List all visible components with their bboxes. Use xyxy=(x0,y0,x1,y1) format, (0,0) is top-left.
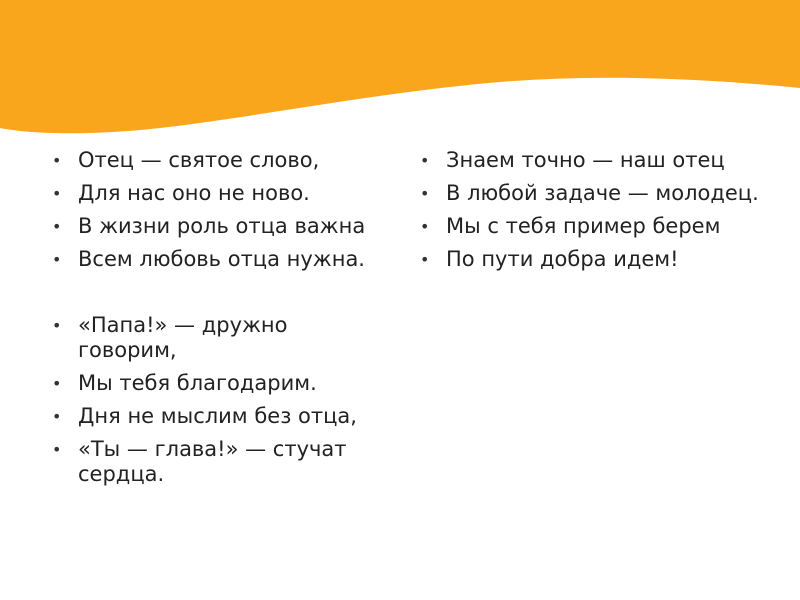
verse-line-text: Отец — святое слово, xyxy=(78,148,320,172)
verse-line xyxy=(52,247,392,272)
banner-wave-shape xyxy=(0,0,800,133)
bullet-dot-icon: • xyxy=(52,250,62,269)
stanza-break xyxy=(52,280,392,305)
bullet-dot-icon: • xyxy=(420,151,430,170)
verse-line xyxy=(52,313,392,363)
bullet-dot-icon: • xyxy=(52,374,62,393)
bullet-dot-icon: • xyxy=(420,250,430,269)
verse-line-text: Всем любовь отца нужна. xyxy=(78,247,365,271)
verse-line-text: В жизни роль отца важна xyxy=(78,214,366,238)
verse-line-text: Мы тебя благодарим. xyxy=(78,371,317,395)
orange-wave-banner xyxy=(0,0,800,150)
verse-line xyxy=(420,214,780,239)
verse-line xyxy=(52,371,392,396)
verse-line-text: Мы с тебя пример берем xyxy=(446,214,721,238)
verse-line-text: «Ты — глава!» — стучат сердца. xyxy=(78,437,347,486)
right-verse-list xyxy=(420,148,780,280)
bullet-dot-icon: • xyxy=(420,184,430,203)
verse-line xyxy=(52,437,392,487)
bullet-dot-icon: • xyxy=(52,217,62,236)
bullet-dot-icon: • xyxy=(52,407,62,426)
verse-line xyxy=(420,148,780,173)
bullet-dot-icon: • xyxy=(52,184,62,203)
verse-line xyxy=(420,181,780,206)
verse-line-text: Знаем точно — наш отец xyxy=(446,148,725,172)
verse-line-text: «Папа!» — дружно говорим, xyxy=(78,313,288,362)
verse-line xyxy=(52,404,392,429)
verse-line-text: Для нас оно не ново. xyxy=(78,181,310,205)
left-verse-list xyxy=(52,148,392,495)
bullet-dot-icon: • xyxy=(52,151,62,170)
verse-line-text: Дня не мыслим без отца, xyxy=(78,404,357,428)
bullet-dot-icon: • xyxy=(52,440,62,459)
verse-line-text: В любой задаче — молодец. xyxy=(446,181,759,205)
bullet-dot-icon: • xyxy=(52,316,62,335)
verse-line-text: По пути добра идем! xyxy=(446,247,679,271)
verse-line xyxy=(52,148,392,173)
bullet-dot-icon: • xyxy=(420,217,430,236)
verse-line xyxy=(420,247,780,272)
verse-line xyxy=(52,214,392,239)
verse-line xyxy=(52,181,392,206)
